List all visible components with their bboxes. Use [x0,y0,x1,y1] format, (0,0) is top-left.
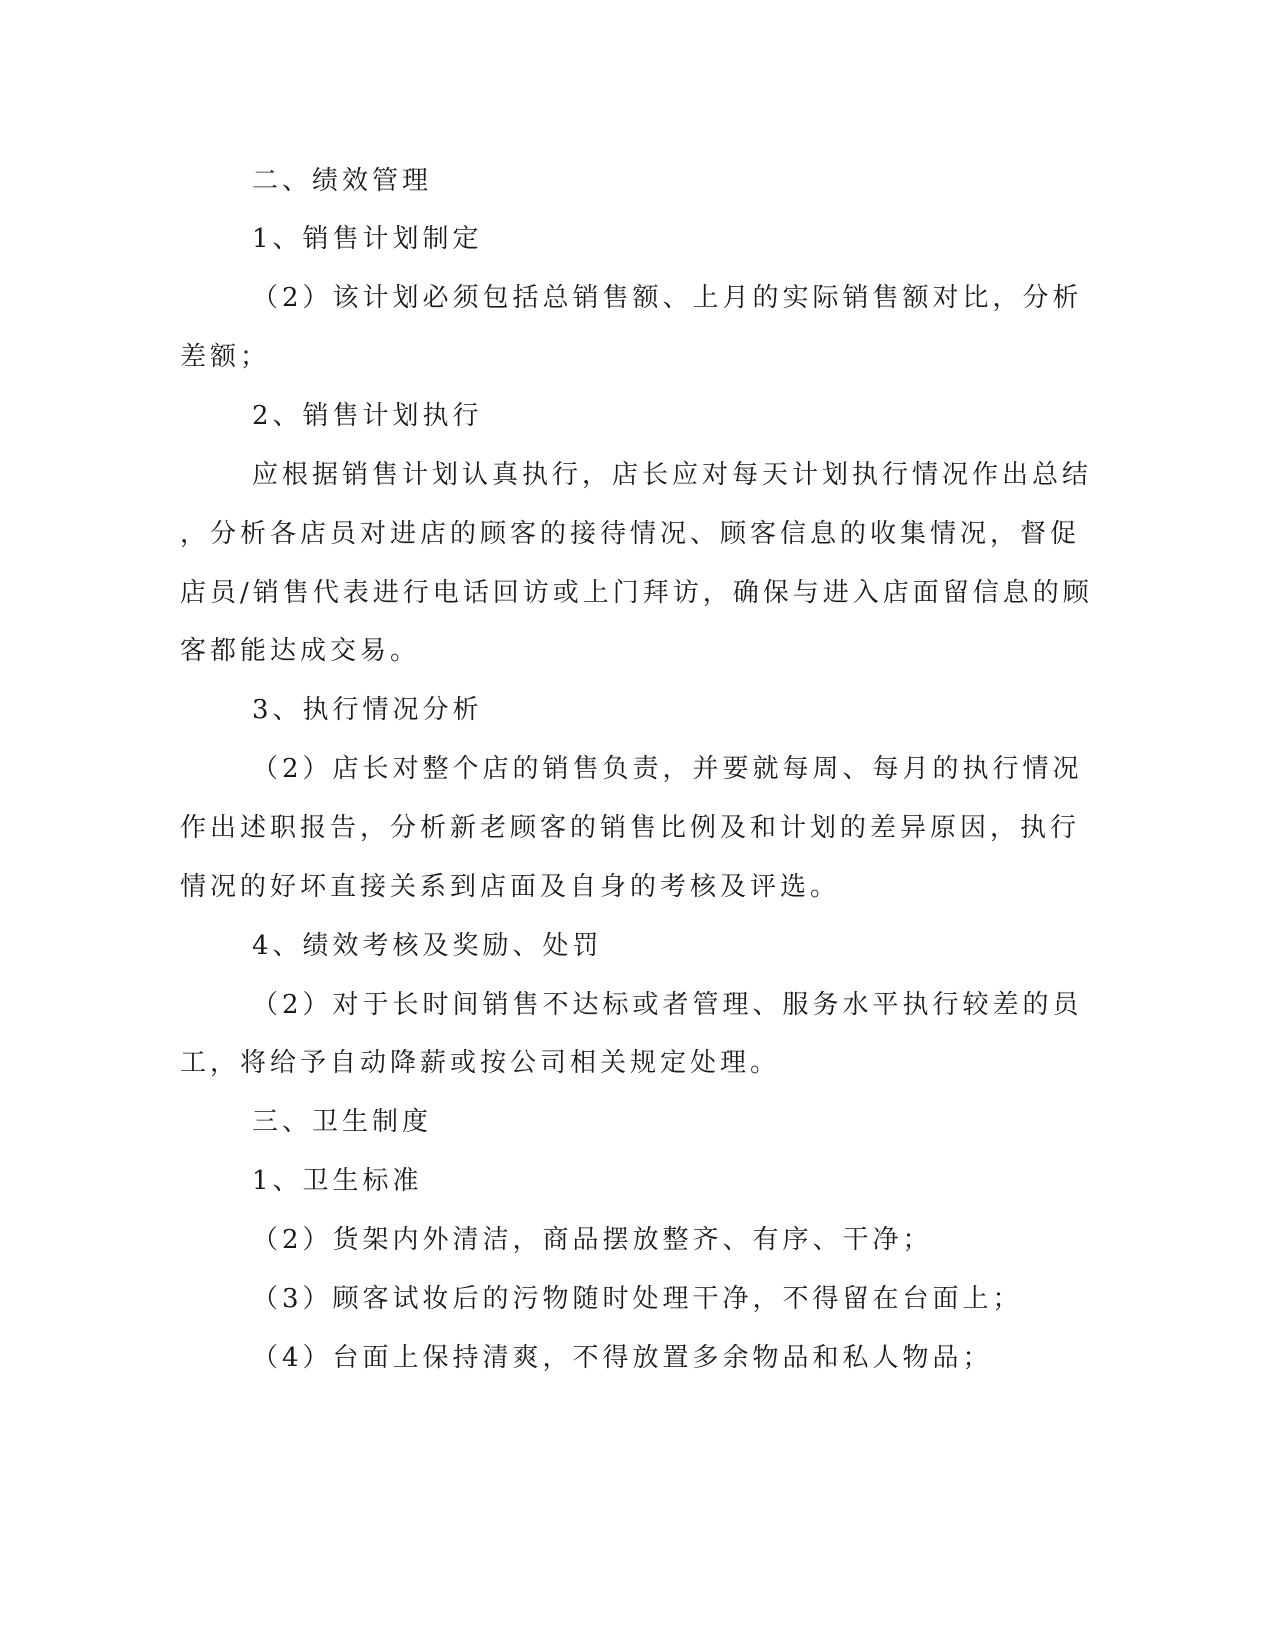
paragraph-line: （2）对于长时间销售不达标或者管理、服务水平执行较差的员 [252,990,1083,1020]
subheading-execution-analysis: 3、执行情况分析 [252,695,483,725]
paragraph-line: 店员/销售代表进行电话回访或上门拜访，确保与进入店面留信息的顾 [180,578,1093,608]
paragraph-line: （2）该计划必须包括总销售额、上月的实际销售额对比，分析 [252,283,1083,313]
paragraph-line: 情况的好坏直接关系到店面及自身的考核及评选。 [180,872,841,902]
subheading-assessment: 4、绩效考核及奖励、处罚 [252,931,603,961]
paragraph-line: 客都能达成交易。 [180,636,421,666]
subheading-sales-plan: 1、销售计划制定 [252,224,483,254]
paragraph-line: ，分析各店员对进店的顾客的接待情况、顾客信息的收集情况，督促 [180,519,1081,549]
list-item: （2）货架内外清洁，商品摆放整齐、有序、干净； [252,1225,933,1255]
subheading-plan-execution: 2、销售计划执行 [252,401,483,431]
paragraph-line: 工，将给予自动降薪或按公司相关规定处理。 [180,1048,781,1078]
section-heading-hygiene: 三、卫生制度 [252,1107,433,1137]
paragraph-line: 应根据销售计划认真执行，店长应对每天计划执行情况作出总结 [252,460,1093,490]
section-heading-performance: 二、绩效管理 [252,166,433,196]
subheading-hygiene-standard: 1、卫生标准 [252,1166,423,1196]
list-item: （3）顾客试妆后的污物随时处理干净，不得留在台面上； [252,1284,1023,1314]
paragraph-line: 作出述职报告，分析新老顾客的销售比例及和计划的差异原因，执行 [180,813,1081,843]
paragraph-line: （2）店长对整个店的销售负责，并要就每周、每月的执行情况 [252,754,1083,784]
paragraph-line: 差额； [180,342,271,372]
list-item: （4）台面上保持清爽，不得放置多余物品和私人物品； [252,1343,993,1373]
